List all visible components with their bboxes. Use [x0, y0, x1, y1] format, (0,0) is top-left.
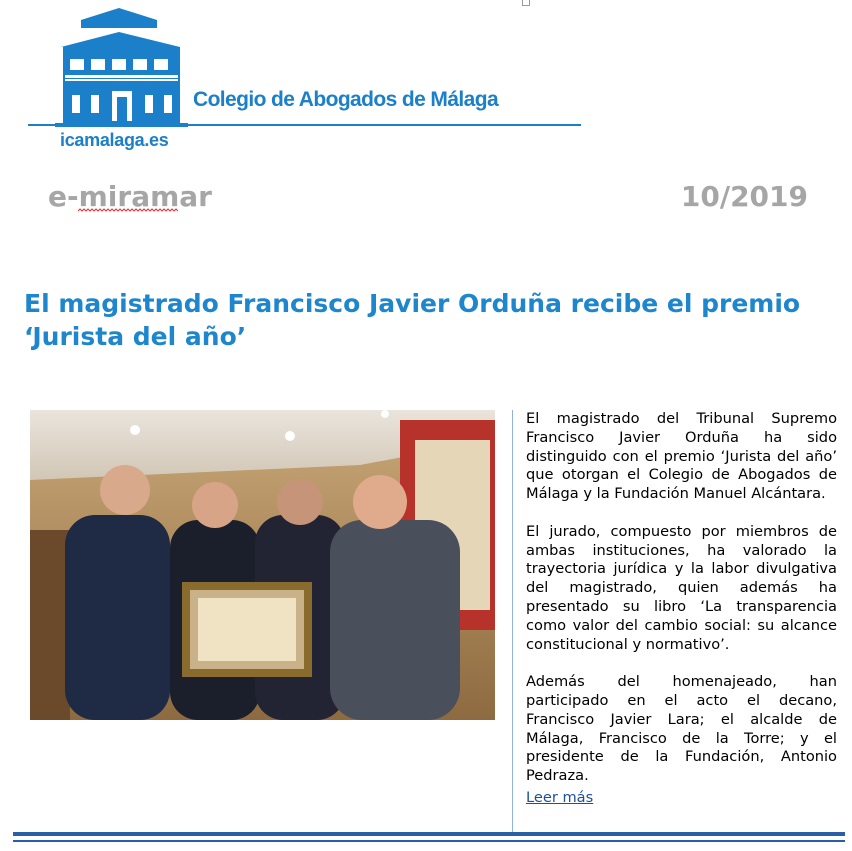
article-headline: El magistrado Francisco Javier Orduña recibe el premio ‘Jurista del año’: [24, 289, 801, 351]
article-photo: [30, 410, 495, 720]
newsletter-name: [48, 180, 212, 213]
spellcheck-underline: [78, 208, 178, 212]
footer-rule: [13, 832, 845, 836]
article-paragraph: Además del homenajeado, han participado en el acto el decano, Francisco Javier Lara; el alcalde de Málaga, Francisco de la Torre; y el presidente de la Fundación, Antonio Pedraza.: [526, 673, 837, 785]
footer-rule-thin: [13, 840, 845, 842]
newsletter-name-text: e-miramar: [48, 180, 212, 213]
article-body: [526, 410, 837, 805]
org-name: Colegio de Abogados de Málaga: [193, 88, 499, 111]
read-more-link[interactable]: Leer más: [526, 789, 594, 806]
org-website: icamalaga.es: [60, 130, 169, 150]
column-divider: [512, 410, 513, 832]
article-paragraph: El jurado, compuesto por miembros de ambas instituciones, ha valorado la trayectoria jurídica y la labor divulgativa del magistrado, quien además ha presentado su libro ‘La transparencia como valor del cambio social: su alcance constitucional y normativo’.: [526, 522, 837, 653]
article-paragraph: El magistrado del Tribunal Supremo Francisco Javier Orduña ha sido distinguido con el premio ‘Jurista del año’ que otorgan el Colegio de Abogados de Málaga y la Fundación Manuel Alcántara.: [526, 410, 837, 503]
newsletter-issue: 10/2019: [680, 180, 808, 213]
